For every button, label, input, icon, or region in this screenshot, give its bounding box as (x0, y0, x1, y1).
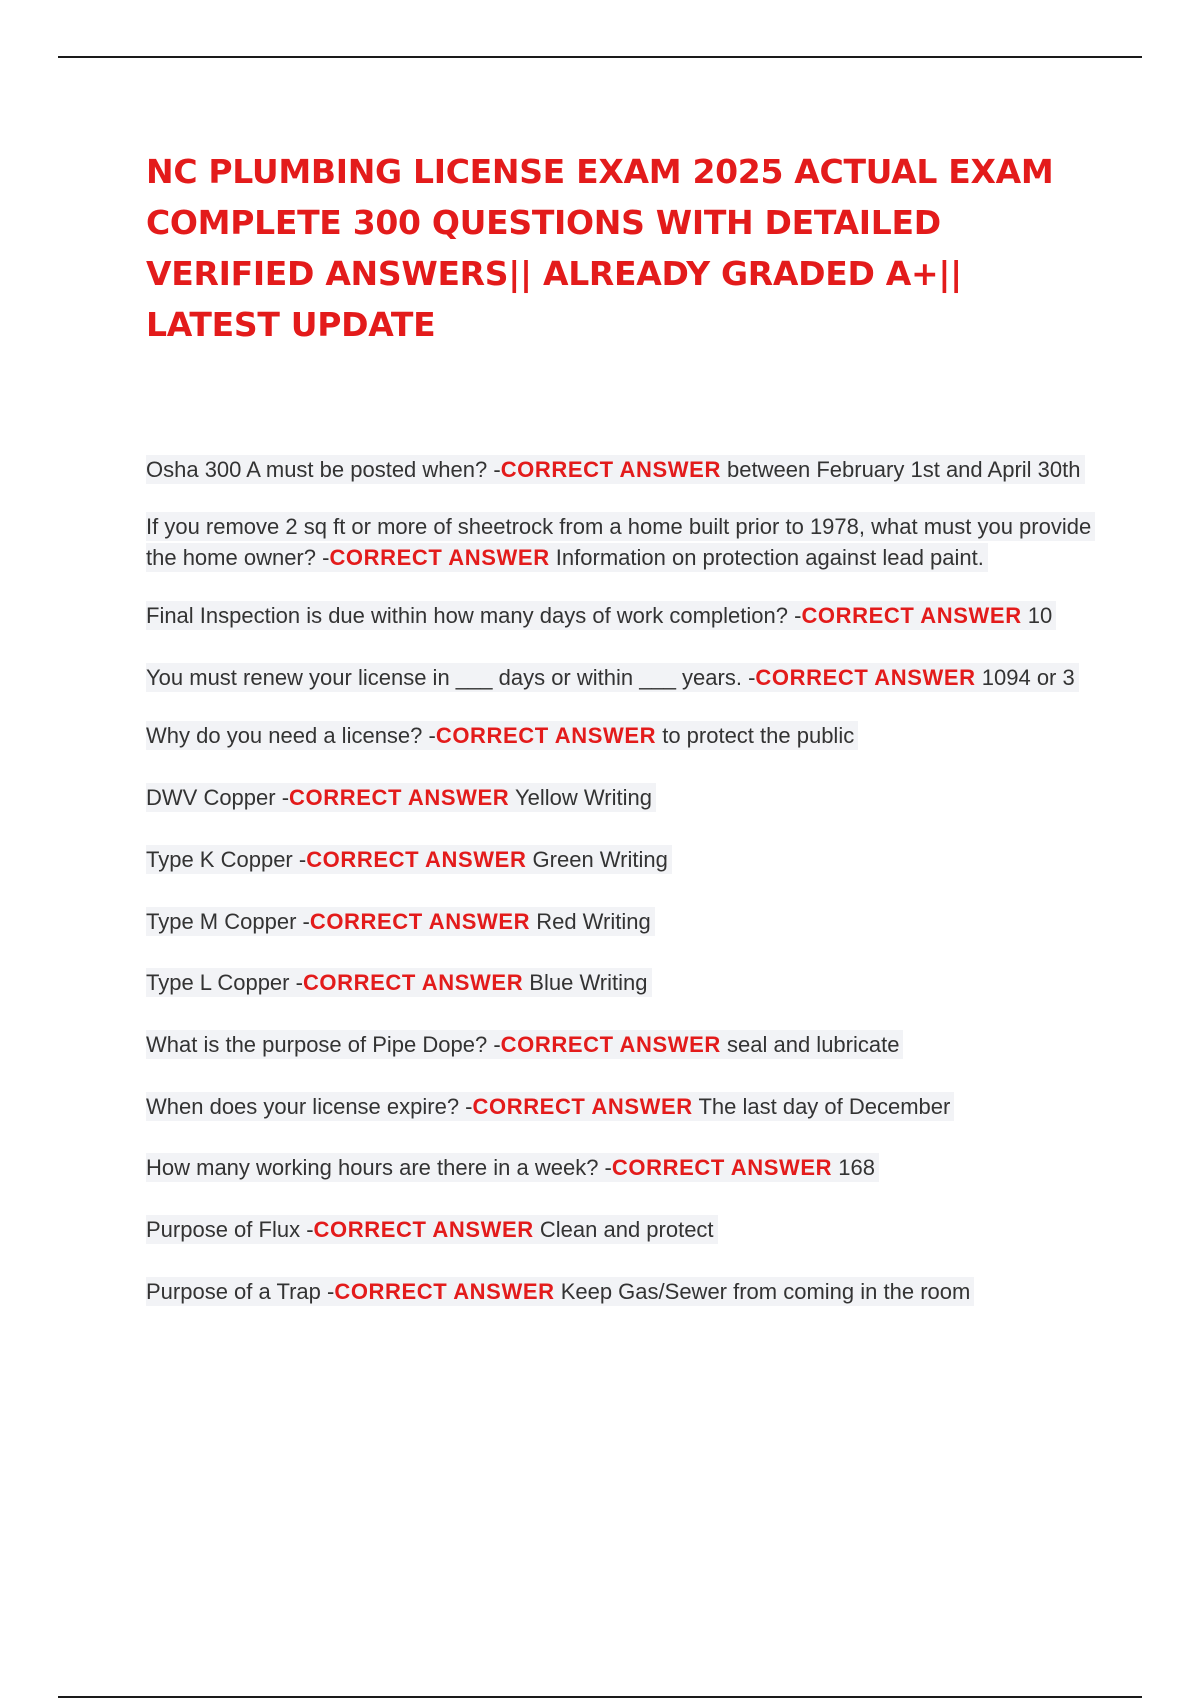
question-text: DWV Copper - (146, 785, 290, 810)
answer-text: 10 (1021, 603, 1053, 628)
qa-item (146, 967, 1096, 998)
qa-item (146, 662, 1096, 693)
question-text: Type K Copper - (146, 847, 307, 872)
question-text: Final Inspection is due within how many days of work completion? - (146, 603, 802, 628)
correct-answer-label: CORRECT ANSWER (334, 1279, 555, 1304)
question-text: Type M Copper - (146, 909, 310, 934)
correct-answer-label: CORRECT ANSWER (313, 1217, 534, 1242)
answer-text: Green Writing (526, 847, 668, 872)
qa-item (146, 454, 1096, 485)
question-text: How many working hours are there in a week? - (146, 1155, 612, 1180)
document-title: NC PLUMBING LICENSE EXAM 2025 ACTUAL EXAM COMPLETE 300 QUESTIONS WITH DETAILED VERIFIED ANSWERS|| ALREADY GRADED A+|| LATEST UPDATE (146, 152, 1054, 344)
answer-text: seal and lubricate (720, 1032, 900, 1057)
answer-text: Blue Writing (523, 970, 648, 995)
correct-answer-label: CORRECT ANSWER (755, 665, 976, 690)
answer-text: The last day of December (692, 1094, 951, 1119)
answer-text: Information on protection against lead paint. (549, 545, 984, 570)
qa-item (146, 906, 1096, 937)
correct-answer-label: CORRECT ANSWER (306, 847, 527, 872)
question-text: What is the purpose of Pipe Dope? - (146, 1032, 501, 1057)
qa-item (146, 1152, 1096, 1183)
answer-text: to protect the public (656, 723, 855, 748)
question-text: Why do you need a license? - (146, 723, 436, 748)
answer-text: Clean and protect (533, 1217, 714, 1242)
qa-item (146, 600, 1096, 631)
question-text: Osha 300 A must be posted when? - (146, 457, 501, 482)
answer-text: Red Writing (530, 909, 651, 934)
qa-item (146, 1091, 1096, 1122)
question-text: Type L Copper - (146, 970, 303, 995)
correct-answer-label: CORRECT ANSWER (801, 603, 1022, 628)
question-text: Purpose of a Trap - (146, 1279, 335, 1304)
correct-answer-label: CORRECT ANSWER (472, 1094, 693, 1119)
question-text: If you remove 2 sq ft or more of sheetrock from a home built prior to 1978, what must you provide the home owner? - (146, 514, 1092, 570)
correct-answer-label: CORRECT ANSWER (435, 723, 657, 748)
qa-item (146, 1214, 1096, 1245)
qa-item (146, 1276, 1096, 1307)
qa-item (146, 782, 1096, 813)
correct-answer-label: CORRECT ANSWER (611, 1155, 833, 1180)
qa-item (146, 511, 1096, 573)
answer-text: Keep Gas/Sewer from coming in the room (554, 1279, 971, 1304)
answer-text: 1094 or 3 (975, 665, 1075, 690)
question-text: When does your license expire? - (146, 1094, 473, 1119)
qa-item (146, 844, 1096, 875)
qa-list (146, 454, 1096, 1307)
question-text: Purpose of Flux - (146, 1217, 314, 1242)
correct-answer-label: CORRECT ANSWER (302, 970, 524, 995)
qa-item (146, 1029, 1096, 1060)
correct-answer-label: CORRECT ANSWER (500, 1032, 721, 1057)
correct-answer-label: CORRECT ANSWER (500, 457, 721, 482)
answer-text: Yellow Writing (509, 785, 652, 810)
answer-text: 168 (832, 1155, 875, 1180)
top-rule (58, 56, 1142, 58)
qa-item (146, 720, 1096, 751)
correct-answer-label: CORRECT ANSWER (309, 909, 531, 934)
correct-answer-label: CORRECT ANSWER (329, 545, 550, 570)
bottom-rule (58, 1696, 1142, 1698)
answer-text: between February 1st and April 30th (720, 457, 1081, 482)
correct-answer-label: CORRECT ANSWER (289, 785, 510, 810)
question-text: You must renew your license in ___ days or within ___ years. - (146, 665, 756, 690)
